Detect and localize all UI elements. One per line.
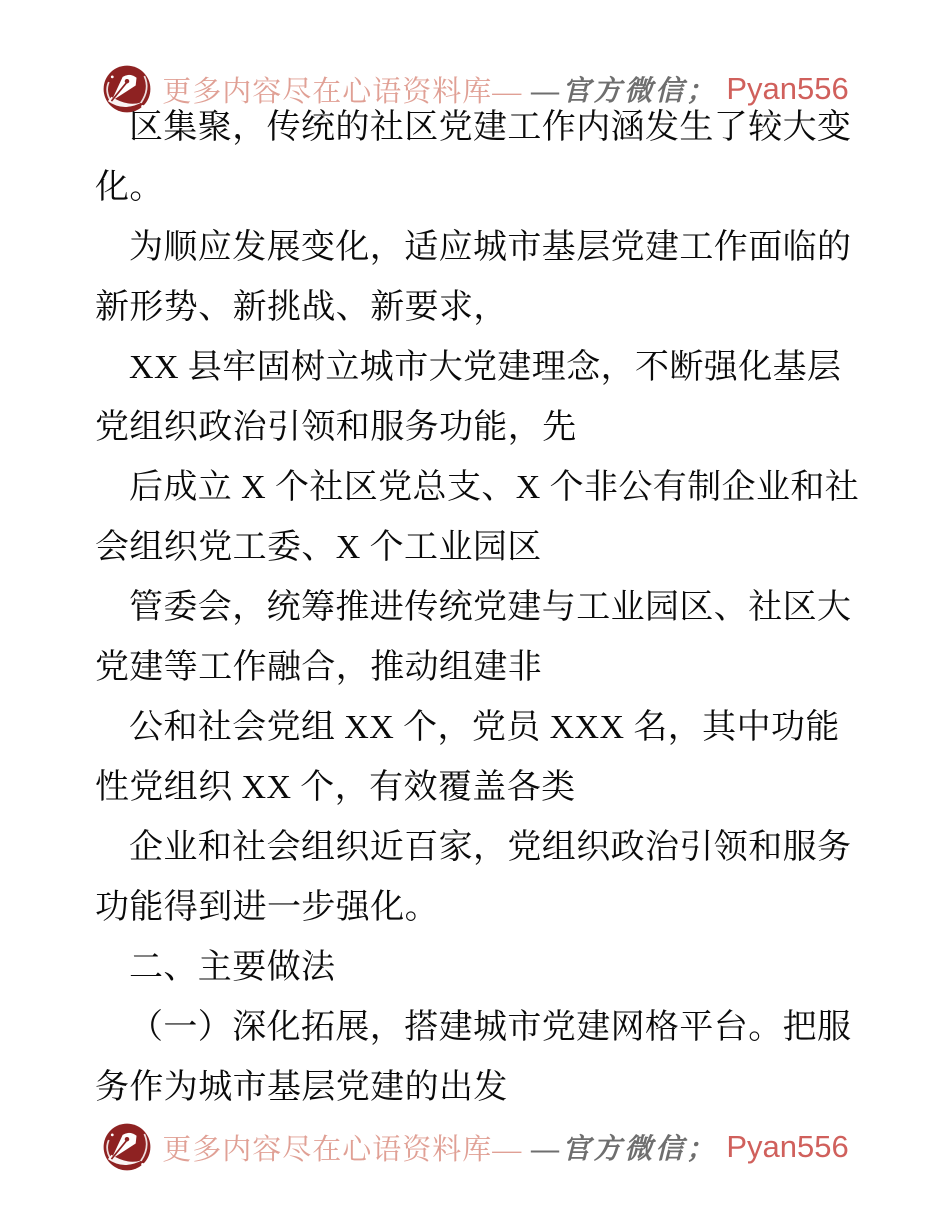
document-line: 后成立 X 个社区党总支、X 个非公有制企业和社 — [129, 469, 860, 506]
pen-logo-icon — [101, 1121, 153, 1173]
document-line: XX 县牢固树立城市大党建理念，不断强化基层 — [129, 349, 842, 386]
document-line: 党组织政治引领和服务功能，先 — [95, 409, 577, 446]
document-line: 区集聚，传统的社区党建工作内涵发生了较大变 — [129, 109, 852, 146]
document-line: 企业和社会组织近百家，党组织政治引领和服务 — [129, 829, 852, 866]
document-line: 化。 — [95, 169, 164, 206]
watermark-brand-text: 更多内容尽在心语资料库— — [162, 1133, 523, 1166]
watermark-wechat-id: Pyan556 — [726, 1129, 849, 1164]
watermark-brand-text: 更多内容尽在心语资料库— — [162, 75, 523, 108]
document-line: 新形势、新挑战、新要求， — [95, 289, 508, 326]
watermark-wechat-id: Pyan556 — [726, 71, 849, 106]
document-line: 会组织党工委、X 个工业园区 — [95, 529, 542, 566]
document-line: 性党组织 XX 个，有效覆盖各类 — [95, 769, 576, 806]
document-line: 务作为城市基层党建的出发 — [95, 1069, 508, 1106]
document-body — [95, 98, 875, 1118]
document-line: 党建等工作融合，推动组建非 — [95, 649, 543, 686]
watermark-label-text: —官方微信； — [531, 76, 718, 107]
section-heading: 二、主要做法 — [129, 949, 336, 986]
document-line: 为顺应发展变化，适应城市基层党建工作面临的 — [129, 229, 852, 266]
footer-watermark — [0, 1118, 950, 1176]
document-line: 管委会，统筹推进传统党建与工业园区、社区大 — [129, 589, 852, 626]
document-line: 功能得到进一步强化。 — [95, 889, 439, 926]
document-line: （一）深化拓展，搭建城市党建网格平台。把服 — [129, 1009, 852, 1046]
watermark-label-text: —官方微信； — [531, 1134, 718, 1165]
document-line: 公和社会党组 XX 个，党员 XXX 名，其中功能 — [129, 709, 840, 746]
